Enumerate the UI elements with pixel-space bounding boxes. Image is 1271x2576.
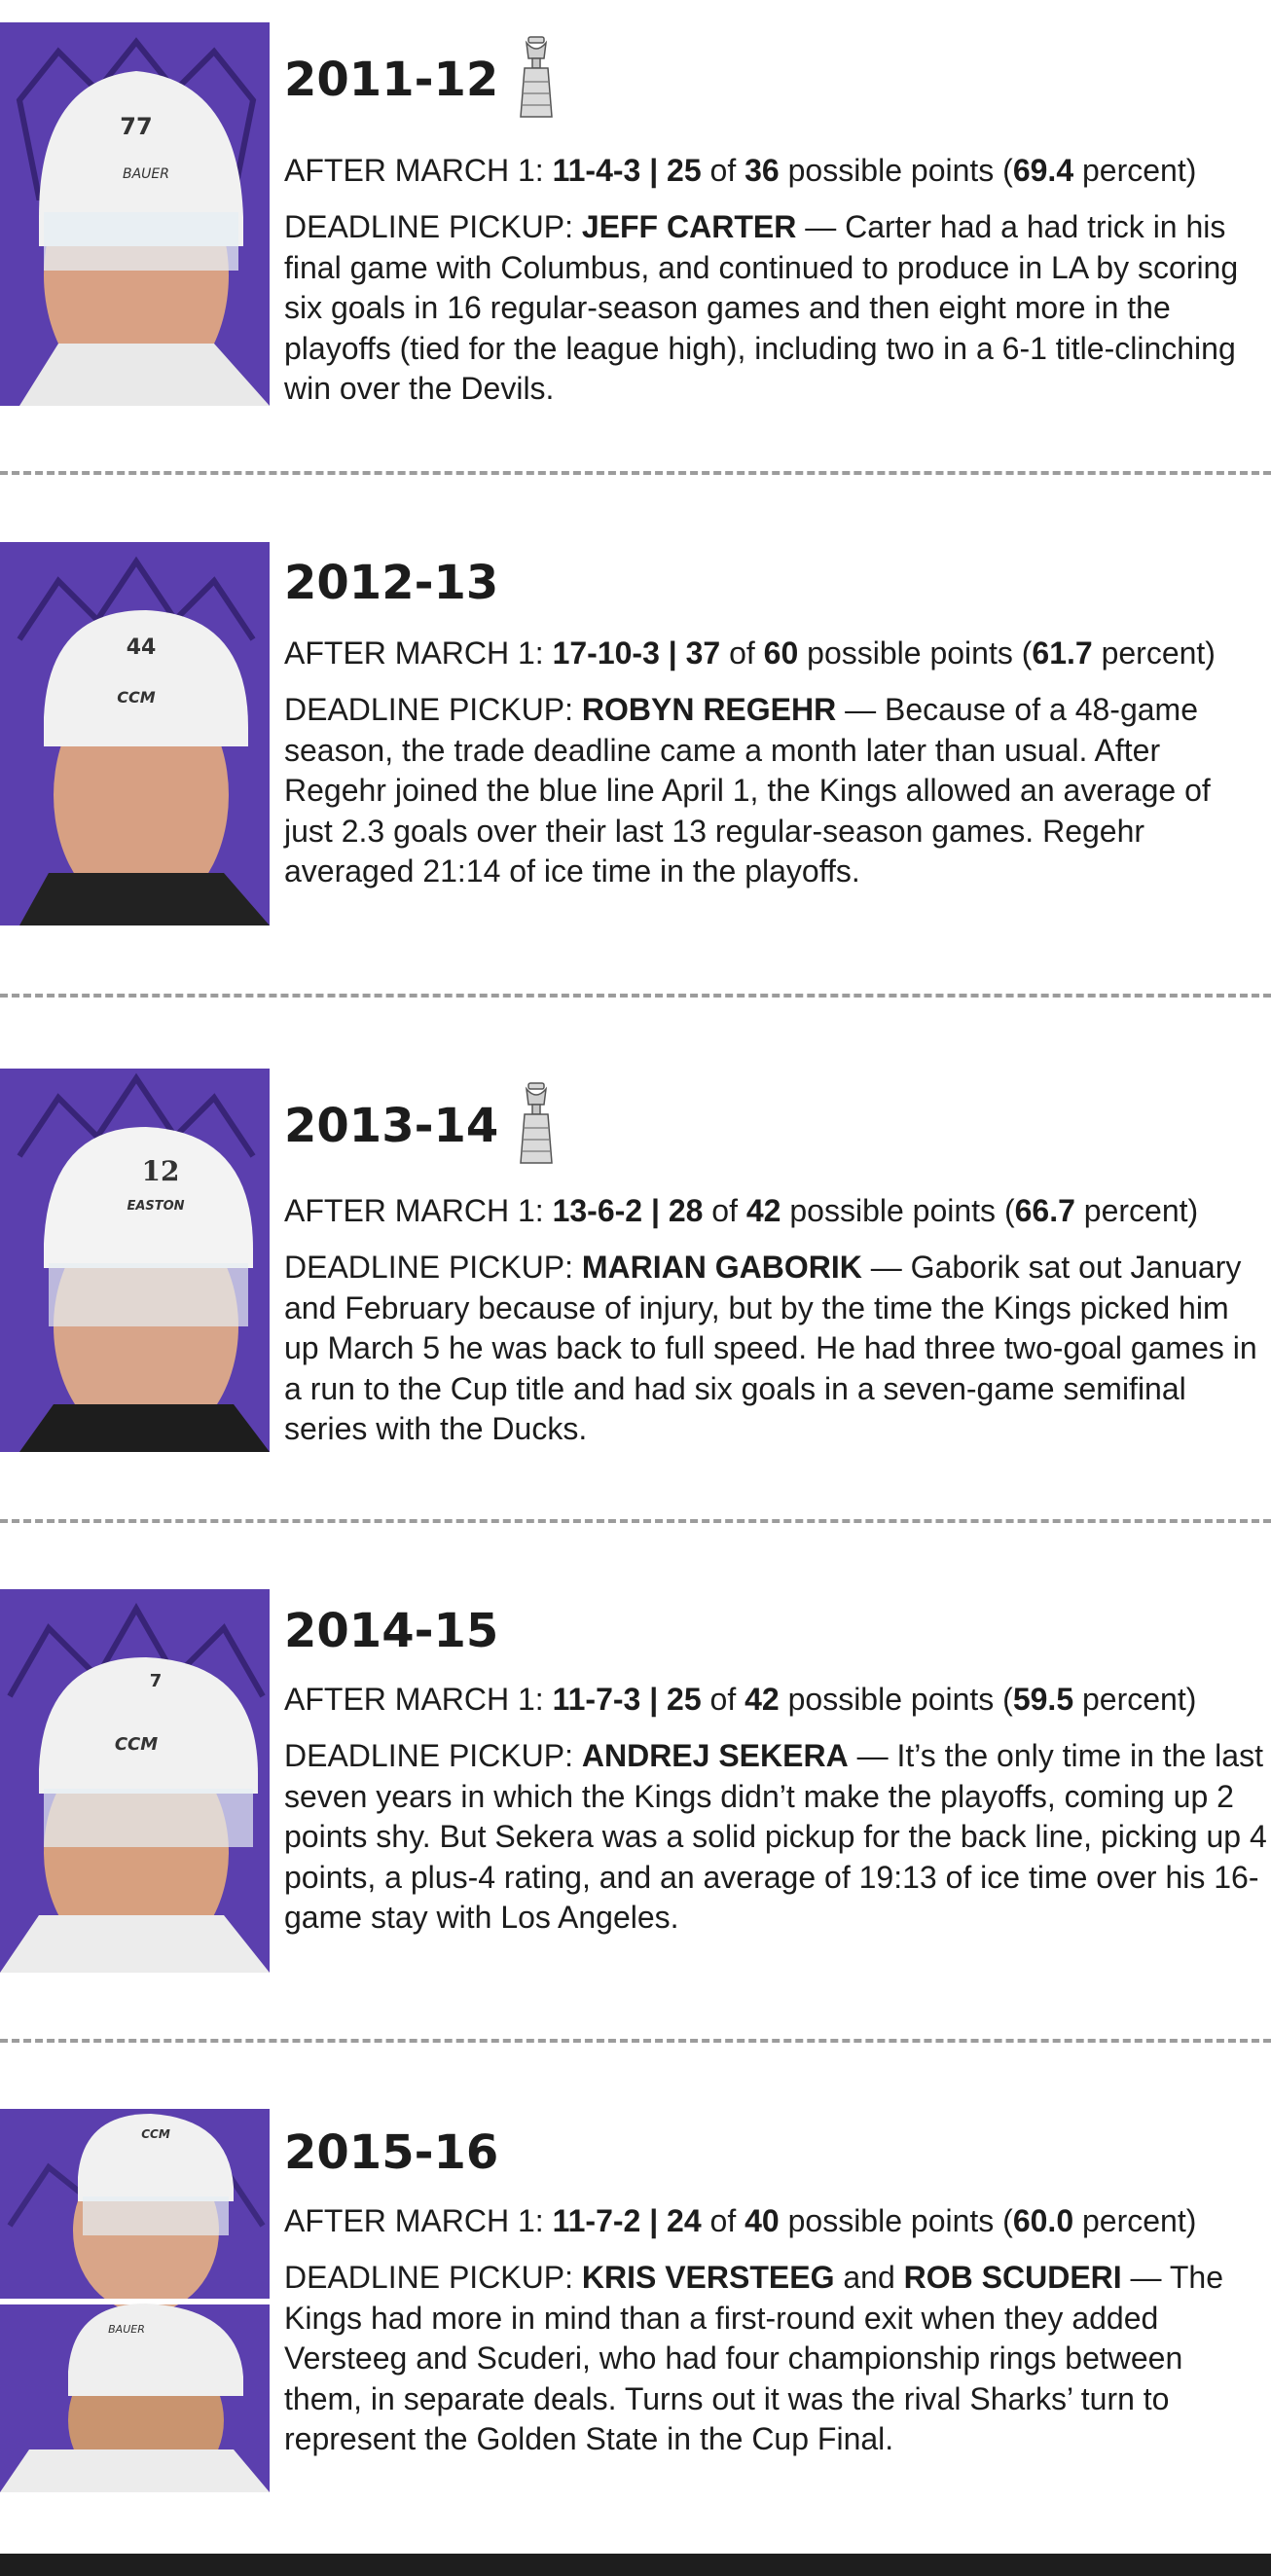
stat-line: AFTER MARCH 1: 11-4-3 | 25 of 36 possible points (69.4 percent) [284,153,1197,188]
helmet-brand: EASTON [127,1199,185,1214]
player-photo-robyn-regehr [0,542,270,925]
player-photo-andrej-sekera [0,1589,270,1973]
helmet-number: 7 [149,1671,163,1691]
season-heading: 2012-13 [284,556,499,610]
stat-line: AFTER MARCH 1: 17-10-3 | 37 of 60 possible points (61.7 percent) [284,635,1216,671]
stat-line: AFTER MARCH 1: 11-7-2 | 24 of 40 possible points (60.0 percent) [284,2203,1197,2238]
dashed-divider [0,994,1271,998]
deadline-pickup-text: DEADLINE PICKUP: MARIAN GABORIK — Gaborik sat out January and February because of injury, but by the time the Kings picked him up March 5 he was back to full speed. He had three two-goal games in a run to the Cup title and had six goals in a seven-game semifinal series with the Ducks. [284,1250,1257,1446]
dashed-divider [0,1519,1271,1523]
season-heading: 2015-16 [284,2125,499,2180]
season-heading: 2014-15 [284,1604,499,1658]
dashed-divider [0,471,1271,475]
deadline-pickup-text: DEADLINE PICKUP: ANDREJ SEKERA — It’s the only time in the last seven years in which the Kings didn’t make the playoffs, coming up 2 points shy. But Sekera was a solid pickup for the back line, picking up 4 points, a plus-4 rating, and an average of 19:13 of ice time over his 16-game stay with Los Angeles. [284,1738,1267,1935]
helmet-brand-2: BAUER [108,2323,145,2336]
deadline-pickup-text: DEADLINE PICKUP: ROBYN REGEHR — Because of a 48-game season, the trade deadline came a month later than usual. After Regehr joined the blue line April 1, the Kings allowed an average of just 2.3 goals over their last 13 regular-season games. Regehr averaged 21:14 of ice time in the playoffs. [284,692,1211,889]
season-heading: 2011-12 [284,52,499,107]
helmet-number: 77 [120,113,153,140]
helmet-number: 44 [126,635,157,660]
player-photo-jeff-carter [0,22,270,406]
helmet-number: 12 [141,1155,180,1187]
stat-line: AFTER MARCH 1: 11-7-3 | 25 of 42 possible points (59.5 percent) [284,1682,1197,1717]
player-photo-versteeg-scuderi [0,2109,270,2492]
season-heading: 2013-14 [284,1098,499,1153]
helmet-brand: CCM [141,2127,170,2141]
stanley-cup-icon [517,35,556,124]
footer-bar [0,2554,1271,2576]
deadline-pickup-text: DEADLINE PICKUP: JEFF CARTER — Carter had a had trick in his final game with Columbus, and continued to produce in LA by scoring six goals in 16 regular-season games and then eight more in the playoffs (tied for the league high), including two in a 6-1 title-clinching win over the Devils. [284,209,1239,406]
player-photo-marian-gaborik [0,1069,270,1452]
stat-line: AFTER MARCH 1: 13-6-2 | 28 of 42 possible points (66.7 percent) [284,1193,1199,1228]
helmet-brand: CCM [114,1734,159,1755]
helmet-brand: BAUER [122,166,170,182]
helmet-brand: CCM [117,688,156,707]
dashed-divider [0,2039,1271,2043]
stanley-cup-icon [517,1081,556,1170]
deadline-pickup-text: DEADLINE PICKUP: KRIS VERSTEEG and ROB SCUDERI — The Kings had more in mind than a first-round exit when they added Versteeg and Scuderi, who had four championship rings between them, in separate deals. Turns out it was the rival Sharks’ turn to represent the Golden State in the Cup Final. [284,2260,1223,2456]
